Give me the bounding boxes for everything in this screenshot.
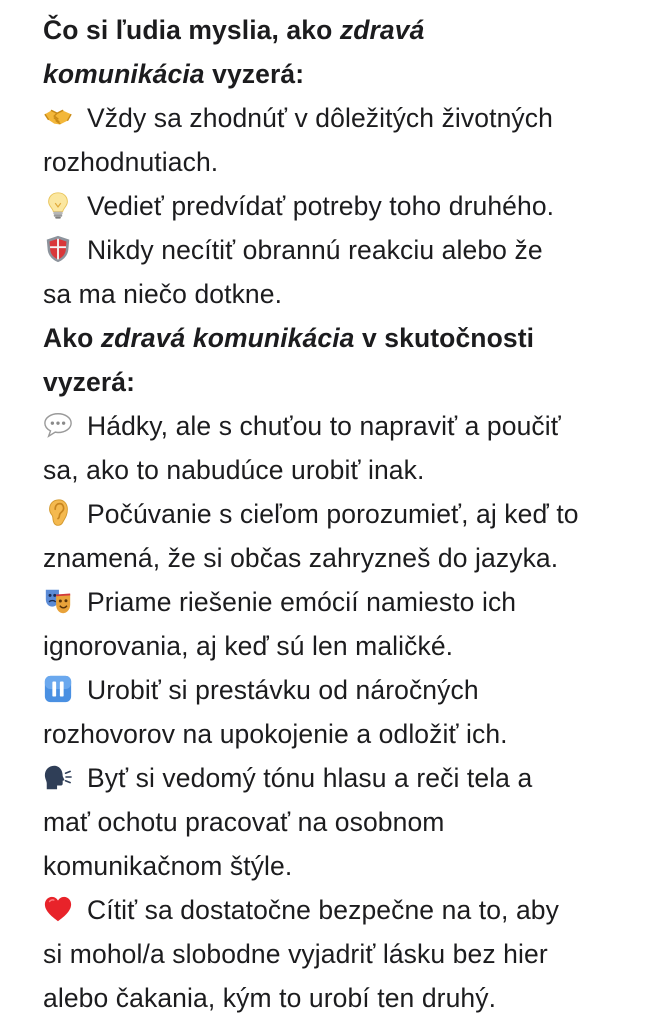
list-item-reality-3: Priame riešenie emócií namiesto ich xyxy=(43,580,639,624)
list-item-reality-2: Počúvanie s cieľom porozumieť, aj keď to xyxy=(43,492,639,536)
speech-bubble-icon xyxy=(43,410,73,440)
list-item-reality-2-cont: znamená, že si občas zahryzneš do jazyka. xyxy=(43,543,559,573)
list-item-myth-3-cont: sa ma niečo dotkne. xyxy=(43,279,283,309)
red-heart-icon xyxy=(43,894,73,924)
handshake-icon xyxy=(43,102,73,132)
list-item-myth-2: Vedieť predvídať potreby toho druhého. xyxy=(43,184,639,228)
heading-myths-cont: komunikácia vyzerá: xyxy=(43,59,305,89)
list-item-myth-3: Nikdy necítiť obrannú reakciu alebo že xyxy=(43,228,639,272)
list-item-reality-6-cont2: alebo čakania, kým to urobí ten druhý. xyxy=(43,983,497,1013)
heading-reality: Ako zdravá komunikácia v skutočnosti xyxy=(43,323,535,353)
list-item-myth-1-cont: rozhodnutiach. xyxy=(43,147,219,177)
theater-masks-icon xyxy=(43,586,73,616)
list-item-reality-4: Urobiť si prestávku od náročných xyxy=(43,668,639,712)
list-item-myth-1: Vždy sa zhodnúť v dôležitých životných xyxy=(43,96,639,140)
list-item-reality-6: Cítiť sa dostatočne bezpečne na to, aby xyxy=(43,888,639,932)
list-item-reality-1-cont: sa, ako to nabudúce urobiť inak. xyxy=(43,455,425,485)
speaking-head-icon xyxy=(43,762,73,792)
list-item-reality-1: Hádky, ale s chuťou to napraviť a poučiť xyxy=(43,404,639,448)
note-content xyxy=(43,8,639,1020)
pause-button-icon xyxy=(43,674,73,704)
list-item-reality-5: Byť si vedomý tónu hlasu a reči tela a xyxy=(43,756,639,800)
list-item-reality-6-cont: si mohol/a slobodne vyjadriť lásku bez hier xyxy=(43,939,548,969)
heading-reality-cont: vyzerá: xyxy=(43,367,136,397)
list-item-reality-5-cont: mať ochotu pracovať na osobnom xyxy=(43,807,445,837)
heading-myths: Čo si ľudia myslia, ako zdravá xyxy=(43,15,425,45)
list-item-reality-5-cont2: komunikačnom štýle. xyxy=(43,851,293,881)
light-bulb-icon xyxy=(43,190,73,220)
ear-icon xyxy=(43,498,73,528)
shield-icon xyxy=(43,234,73,264)
list-item-reality-4-cont: rozhovorov na upokojenie a odložiť ich. xyxy=(43,719,508,749)
list-item-reality-3-cont: ignorovania, aj keď sú len maličké. xyxy=(43,631,454,661)
